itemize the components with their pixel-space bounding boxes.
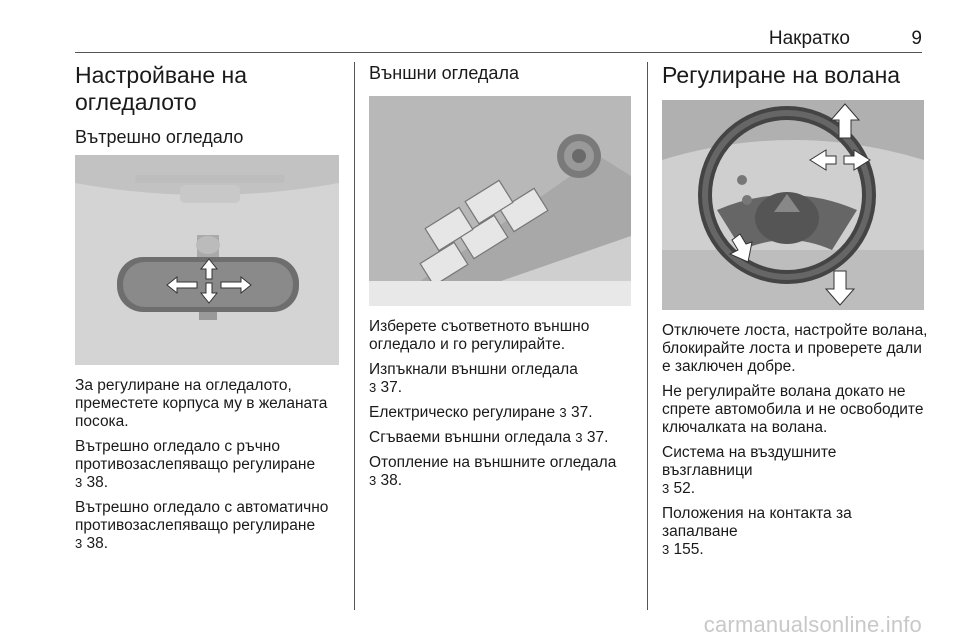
paragraph-manual-antiglare (75, 438, 343, 492)
page-reference[interactable]: 155. (673, 541, 704, 558)
page-reference-icon: 3 (662, 481, 670, 496)
page-reference-icon: 3 (369, 473, 377, 488)
header-rule (75, 52, 922, 53)
page-reference[interactable]: 52. (673, 480, 696, 497)
interior-mirror-illustration (75, 155, 339, 365)
page-reference[interactable]: 37. (570, 404, 593, 421)
paragraph-convex-mirrors (369, 361, 637, 397)
subheading-exterior-mirrors: Външни огледала (369, 63, 519, 83)
paragraph-electric-adjust (369, 404, 637, 422)
section-heading-steering-wheel: Регулиране на волана (662, 62, 901, 88)
paragraph-mirror-adjust: За регулиране на огледалото, преместете корпуса му в желаната посока. (75, 377, 328, 430)
page-reference-icon: 3 (662, 542, 670, 557)
paragraph-text: Електрическо регулиране (369, 404, 556, 421)
middle-column-text (369, 318, 637, 490)
column-divider-1 (354, 62, 355, 610)
page-reference-icon: 3 (369, 380, 377, 395)
page-reference-icon: 3 (75, 475, 83, 490)
page-reference-icon: 3 (75, 536, 83, 551)
paragraph-text: Вътрешно огледало с автоматично противозаслепяващо регулиране (75, 499, 329, 534)
paragraph-text: Система на въздушните възглавници (662, 444, 837, 479)
paragraph-text: Отопление на външните огледала (369, 454, 617, 471)
page-reference-icon: 3 (575, 430, 583, 445)
paragraph-airbag-system (662, 444, 930, 498)
paragraph-select-mirror: Изберете съответното външно огледало и го регулирайте. (369, 318, 590, 353)
paragraph-text: Сгъваеми външни огледала (369, 429, 571, 446)
subheading-interior-mirror: Вътрешно огледало (75, 127, 244, 147)
middle-column (369, 62, 637, 84)
page-reference[interactable]: 38. (86, 474, 109, 491)
column-divider-2 (647, 62, 648, 610)
paragraph-warning-adjust: Не регулирайте волана докато не спрете автомобила и не освободите ключалката на волана. (662, 383, 924, 436)
right-column (662, 62, 926, 89)
paragraph-text: Вътрешно огледало с ръчно противозаслепяващо регулиране (75, 438, 316, 473)
right-column-text (662, 322, 930, 559)
paragraph-folding-mirrors (369, 429, 637, 447)
running-header-section: Накратко (768, 28, 850, 49)
paragraph-automatic-antiglare (75, 499, 343, 553)
left-column (75, 62, 343, 148)
paragraph-text: Положения на контакта за запалване (662, 505, 852, 540)
page-reference[interactable]: 38. (86, 535, 109, 552)
steering-wheel-illustration (662, 100, 924, 310)
exterior-mirror-switch-illustration (369, 96, 631, 306)
page-number: 9 (911, 28, 922, 49)
page-reference[interactable]: 37. (380, 379, 403, 396)
page-reference-icon: 3 (559, 405, 567, 420)
paragraph-ignition-positions (662, 505, 930, 559)
section-heading-mirror-adjust: Настройване на огледалото (75, 62, 247, 115)
paragraph-unlock-lever: Отключете лоста, настройте волана, блокирайте лоста и проверете дали е заключен добре. (662, 322, 928, 375)
left-column-text (75, 377, 343, 553)
paragraph-heated-mirrors (369, 454, 637, 490)
paragraph-text: Изпъкнали външни огледала (369, 361, 578, 378)
page-reference[interactable]: 37. (586, 429, 609, 446)
watermark: carmanualsonline.info (703, 612, 922, 637)
page-reference[interactable]: 38. (380, 472, 403, 489)
